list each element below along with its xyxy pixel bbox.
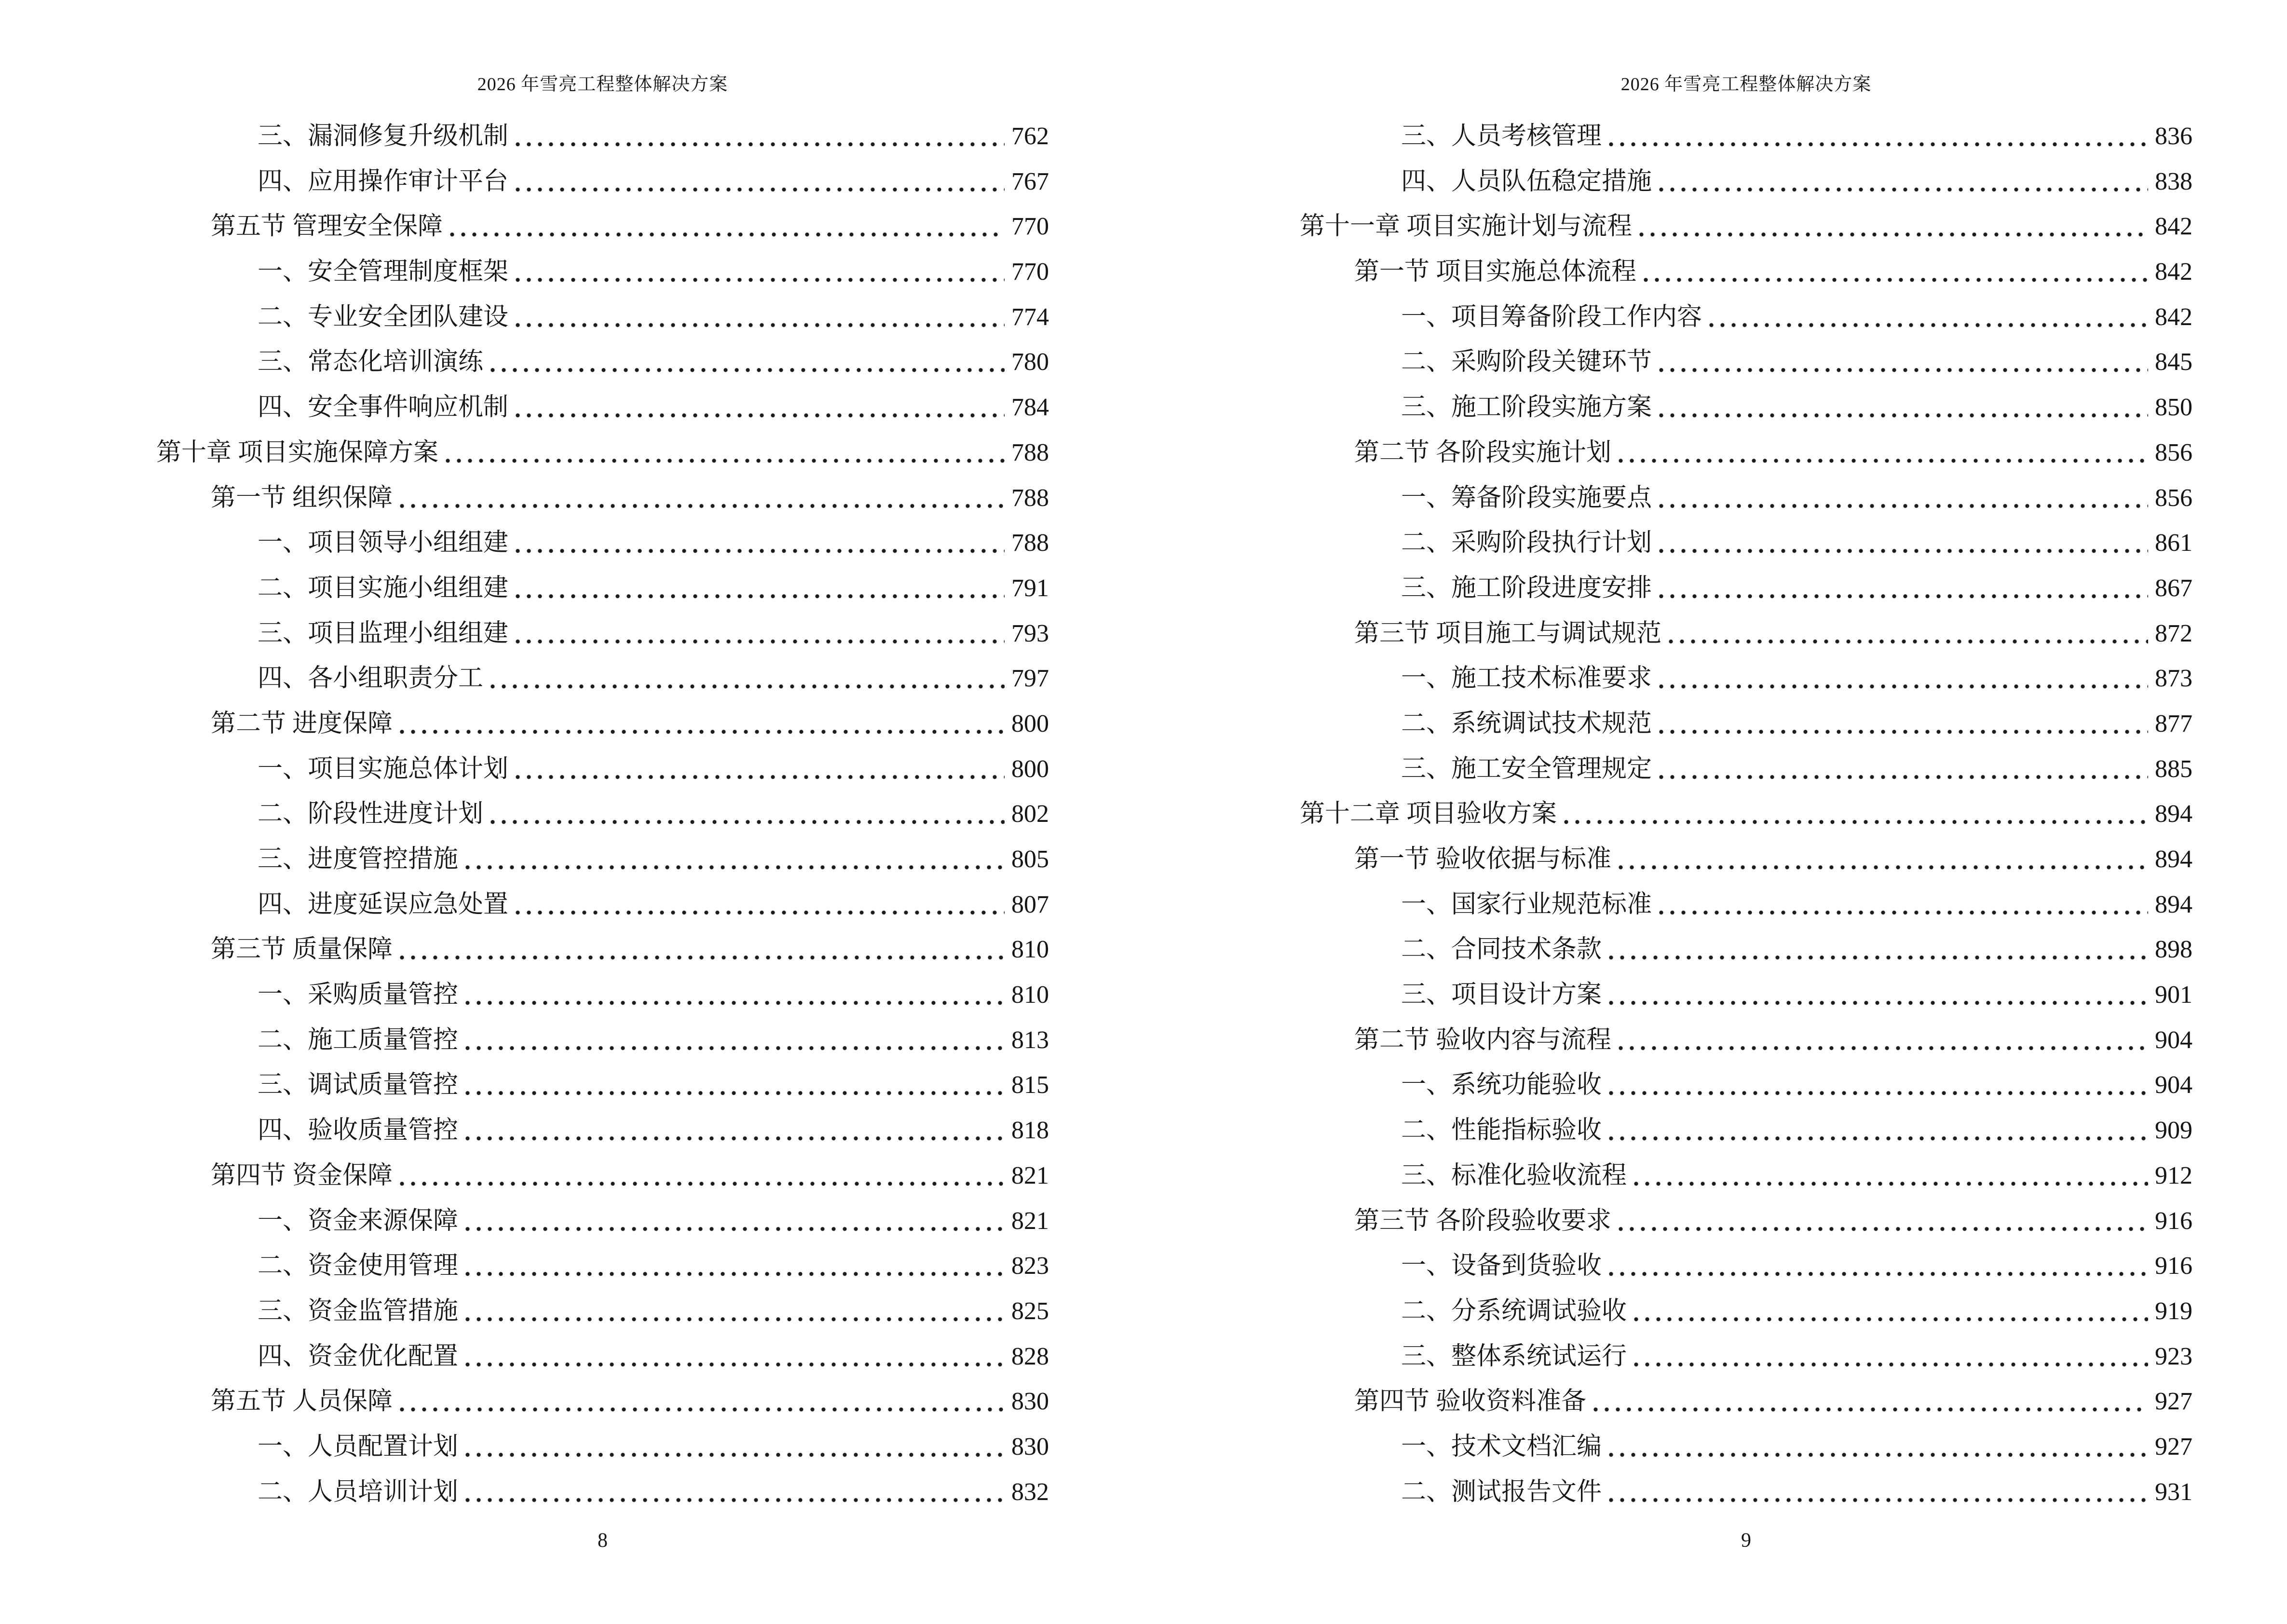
- toc-entry-label: 四、人员队伍稳定措施: [1401, 167, 1652, 195]
- dot-leader: [462, 1243, 1005, 1289]
- toc-entry-page-number: 780: [1011, 348, 1049, 376]
- toc-entry[interactable]: [1300, 1199, 2192, 1244]
- toc-entry-label: 第四节 资金保障: [211, 1161, 393, 1189]
- dot-leader: [462, 1289, 1005, 1334]
- toc-entry[interactable]: [1300, 1424, 2192, 1470]
- dot-leader: [1656, 747, 2148, 792]
- toc-entry[interactable]: [156, 430, 1049, 476]
- dot-leader: [442, 430, 1005, 476]
- dot-leader: [1656, 566, 2148, 611]
- toc-entry-label: 四、资金优化配置: [258, 1342, 459, 1370]
- toc-entry[interactable]: [1300, 837, 2192, 882]
- toc-entry-page-number: 842: [2155, 258, 2192, 286]
- toc-entry-page-number: 828: [1011, 1342, 1049, 1370]
- dot-leader: [1631, 1153, 2148, 1199]
- toc-list: [156, 114, 1049, 1515]
- toc-entry-label: 第三节 各阶段验收要求: [1354, 1207, 1612, 1235]
- toc-entry-label: 二、采购阶段执行计划: [1401, 529, 1652, 557]
- toc-entry-page-number: 797: [1011, 665, 1049, 693]
- page-number-footer: 9: [1741, 1529, 1751, 1552]
- toc-entry-page-number: 825: [1011, 1297, 1049, 1325]
- dot-leader: [1656, 520, 2148, 566]
- toc-entry-label: 第三节 项目施工与调试规范: [1354, 619, 1662, 647]
- toc-entry-label: 一、国家行业规范标准: [1401, 890, 1652, 918]
- toc-entry[interactable]: [1300, 340, 2192, 385]
- toc-entry-label: 四、安全事件响应机制: [258, 394, 509, 422]
- dot-leader: [1606, 1243, 2148, 1289]
- toc-entry-page-number: 800: [1011, 710, 1049, 737]
- toc-entry-page-number: 856: [2155, 438, 2192, 466]
- toc-entry[interactable]: [1300, 927, 2192, 972]
- toc-entry[interactable]: [1300, 656, 2192, 701]
- toc-entry-page-number: 800: [1011, 755, 1049, 783]
- toc-entry-label: 三、漏洞修复升级机制: [258, 123, 509, 150]
- dot-leader: [512, 882, 1005, 928]
- toc-entry-page-number: 842: [2155, 213, 2192, 241]
- toc-entry-page-number: 856: [2155, 484, 2192, 512]
- toc-entry[interactable]: [1300, 1289, 2192, 1334]
- toc-entry-page-number: 923: [2155, 1342, 2192, 1370]
- dot-leader: [1656, 340, 2148, 385]
- dot-leader: [1606, 927, 2148, 972]
- dot-leader: [487, 340, 1005, 385]
- toc-entry-page-number: 842: [2155, 303, 2192, 331]
- toc-entry-label: 一、技术文档汇编: [1401, 1433, 1602, 1460]
- dot-leader: [462, 1108, 1005, 1153]
- toc-entry[interactable]: [1300, 1018, 2192, 1063]
- dot-leader: [1656, 701, 2148, 747]
- toc-entry-page-number: 821: [1011, 1161, 1049, 1189]
- toc-entry[interactable]: [156, 1108, 1049, 1153]
- dot-leader: [396, 927, 1005, 972]
- dot-leader: [512, 114, 1005, 159]
- toc-entry[interactable]: [156, 520, 1049, 566]
- toc-entry[interactable]: [156, 792, 1049, 837]
- toc-entry[interactable]: [156, 882, 1049, 928]
- toc-entry[interactable]: [1300, 566, 2192, 611]
- dot-leader: [447, 204, 1005, 249]
- toc-entry-label: 第十章 项目实施保障方案: [156, 438, 439, 466]
- dot-leader: [1606, 1424, 2148, 1470]
- toc-entry-label: 一、资金来源保障: [258, 1207, 459, 1235]
- toc-entry[interactable]: [1300, 114, 2192, 159]
- toc-entry-label: 一、项目实施总体计划: [258, 755, 509, 783]
- toc-entry-page-number: 838: [2155, 167, 2192, 195]
- dot-leader: [462, 1334, 1005, 1379]
- toc-entry-label: 第一节 验收依据与标准: [1354, 846, 1612, 873]
- toc-entry-page-number: 810: [1011, 936, 1049, 964]
- dot-leader: [1606, 114, 2148, 159]
- toc-entry-label: 三、施工阶段实施方案: [1401, 394, 1652, 422]
- dot-leader: [462, 837, 1005, 882]
- dot-leader: [1615, 1018, 2148, 1063]
- dot-leader: [512, 159, 1005, 205]
- toc-entry-page-number: 861: [2155, 529, 2192, 557]
- toc-entry[interactable]: [156, 204, 1049, 249]
- toc-entry-page-number: 788: [1011, 438, 1049, 466]
- dot-leader: [512, 385, 1005, 430]
- toc-entry[interactable]: [156, 656, 1049, 701]
- toc-entry-page-number: 784: [1011, 394, 1049, 422]
- page-number-footer: 8: [598, 1529, 608, 1552]
- toc-entry[interactable]: [1300, 1108, 2192, 1153]
- toc-entry-page-number: 818: [1011, 1117, 1049, 1145]
- toc-entry[interactable]: [1300, 385, 2192, 430]
- dot-leader: [1615, 1199, 2148, 1244]
- toc-entry-page-number: 901: [2155, 981, 2192, 1009]
- dot-leader: [1631, 1334, 2148, 1379]
- dot-leader: [1656, 882, 2148, 928]
- dot-leader: [1615, 430, 2148, 476]
- toc-entry-page-number: 894: [2155, 846, 2192, 873]
- toc-entry[interactable]: [1300, 1334, 2192, 1379]
- dot-leader: [396, 1153, 1005, 1199]
- dot-leader: [1636, 204, 2148, 249]
- toc-entry[interactable]: [156, 114, 1049, 159]
- toc-entry-label: 四、验收质量管控: [258, 1117, 459, 1145]
- toc-entry[interactable]: [156, 1199, 1049, 1244]
- toc-entry-label: 一、项目筹备阶段工作内容: [1401, 303, 1702, 331]
- toc-entry-page-number: 894: [2155, 890, 2192, 918]
- toc-entry[interactable]: [1300, 972, 2192, 1018]
- toc-entry-label: 四、各小组职责分工: [258, 665, 484, 693]
- dot-leader: [1590, 1379, 2148, 1424]
- toc-entry-label: 一、人员配置计划: [258, 1433, 459, 1460]
- page-header-title: 2026 年雪亮工程整体解决方案: [1620, 74, 1872, 95]
- toc-entry-page-number: 916: [2155, 1207, 2192, 1235]
- toc-entry-page-number: 802: [1011, 800, 1049, 828]
- dot-leader: [1665, 611, 2148, 656]
- toc-entry-page-number: 832: [1011, 1478, 1049, 1506]
- toc-entry-page-number: 770: [1011, 213, 1049, 241]
- toc-entry[interactable]: [156, 249, 1049, 295]
- page-header-title: 2026 年雪亮工程整体解决方案: [477, 74, 728, 95]
- dot-leader: [396, 1379, 1005, 1424]
- dot-leader: [1656, 159, 2148, 205]
- toc-entry-page-number: 788: [1011, 529, 1049, 557]
- toc-entry-page-number: 912: [2155, 1161, 2192, 1189]
- dot-leader: [1656, 385, 2148, 430]
- toc-entry[interactable]: [1300, 792, 2192, 837]
- toc-entry[interactable]: [1300, 611, 2192, 656]
- toc-entry-label: 二、系统调试技术规范: [1401, 710, 1652, 737]
- dot-leader: [1615, 837, 2148, 882]
- toc-entry-label: 第三节 质量保障: [211, 936, 393, 964]
- toc-entry-label: 一、项目领导小组组建: [258, 529, 509, 557]
- toc-entry-label: 三、资金监管措施: [258, 1297, 459, 1325]
- toc-entry-page-number: 774: [1011, 303, 1049, 331]
- toc-entry-page-number: 927: [2155, 1388, 2192, 1416]
- toc-entry[interactable]: [156, 1424, 1049, 1470]
- toc-entry[interactable]: [156, 837, 1049, 882]
- dot-leader: [1706, 295, 2148, 340]
- toc-entry-label: 第五节 人员保障: [211, 1388, 393, 1416]
- toc-entry-page-number: 845: [2155, 348, 2192, 376]
- toc-entry-label: 四、进度延误应急处置: [258, 890, 509, 918]
- toc-entry-page-number: 762: [1011, 123, 1049, 150]
- dot-leader: [1606, 1108, 2148, 1153]
- toc-entry-label: 二、分系统调试验收: [1401, 1297, 1627, 1325]
- toc-entry-page-number: 916: [2155, 1252, 2192, 1280]
- toc-entry[interactable]: [1300, 476, 2192, 521]
- toc-entry[interactable]: [156, 385, 1049, 430]
- toc-entry-page-number: 767: [1011, 167, 1049, 195]
- toc-entry[interactable]: [1300, 1470, 2192, 1515]
- toc-entry[interactable]: [156, 1018, 1049, 1063]
- dot-leader: [512, 611, 1005, 656]
- dot-leader: [487, 656, 1005, 701]
- toc-entry-page-number: 904: [2155, 1026, 2192, 1054]
- toc-entry-page-number: 815: [1011, 1071, 1049, 1099]
- toc-entry-page-number: 877: [2155, 710, 2192, 737]
- toc-entry-label: 三、标准化验收流程: [1401, 1161, 1627, 1189]
- toc-entry[interactable]: [156, 1243, 1049, 1289]
- toc-entry-page-number: 931: [2155, 1478, 2192, 1506]
- dot-leader: [462, 1470, 1005, 1515]
- dot-leader: [512, 520, 1005, 566]
- toc-entry-label: 第二节 进度保障: [211, 710, 393, 737]
- toc-entry-label: 一、施工技术标准要求: [1401, 665, 1652, 693]
- toc-entry[interactable]: [1300, 159, 2192, 205]
- toc-entry-label: 三、常态化培训演练: [258, 348, 484, 376]
- toc-entry-label: 三、人员考核管理: [1401, 123, 1602, 150]
- toc-entry[interactable]: [156, 972, 1049, 1018]
- toc-entry-label: 三、施工安全管理规定: [1401, 755, 1652, 783]
- toc-entry-label: 第一节 组织保障: [211, 484, 393, 512]
- toc-entry-page-number: 894: [2155, 800, 2192, 828]
- dot-leader: [512, 566, 1005, 611]
- dot-leader: [1631, 1289, 2148, 1334]
- toc-entry-label: 二、项目实施小组组建: [258, 574, 509, 602]
- dot-leader: [1606, 1470, 2148, 1515]
- dot-leader: [462, 972, 1005, 1018]
- dot-leader: [396, 701, 1005, 747]
- toc-entry-page-number: 810: [1011, 981, 1049, 1009]
- toc-entry-label: 二、施工质量管控: [258, 1026, 459, 1054]
- dot-leader: [1656, 476, 2148, 521]
- toc-entry-label: 三、项目设计方案: [1401, 981, 1602, 1009]
- toc-entry-label: 二、人员培训计划: [258, 1478, 459, 1506]
- toc-entry-page-number: 788: [1011, 484, 1049, 512]
- toc-entry[interactable]: [156, 476, 1049, 521]
- dot-leader: [1561, 792, 2148, 837]
- toc-entry-label: 第二节 各阶段实施计划: [1354, 438, 1612, 466]
- toc-entry[interactable]: [1300, 1379, 2192, 1424]
- dot-leader: [512, 295, 1005, 340]
- toc-entry-label: 一、筹备阶段实施要点: [1401, 484, 1652, 512]
- toc-list: [1300, 114, 2192, 1515]
- dot-leader: [1656, 656, 2148, 701]
- toc-entry[interactable]: [1300, 249, 2192, 295]
- dot-leader: [487, 792, 1005, 837]
- toc-entry[interactable]: [156, 1379, 1049, 1424]
- toc-entry-label: 二、阶段性进度计划: [258, 800, 484, 828]
- dot-leader: [462, 1063, 1005, 1108]
- dot-leader: [1606, 972, 2148, 1018]
- toc-entry[interactable]: [156, 566, 1049, 611]
- toc-entry-page-number: 904: [2155, 1071, 2192, 1099]
- toc-entry-page-number: 872: [2155, 619, 2192, 647]
- dot-leader: [462, 1199, 1005, 1244]
- toc-entry-label: 四、应用操作审计平台: [258, 167, 509, 195]
- toc-entry-label: 一、采购质量管控: [258, 981, 459, 1009]
- toc-entry-label: 第二节 验收内容与流程: [1354, 1026, 1612, 1054]
- toc-entry[interactable]: [1300, 204, 2192, 249]
- toc-entry[interactable]: [1300, 1063, 2192, 1108]
- toc-entry-label: 二、合同技术条款: [1401, 936, 1602, 964]
- toc-entry-label: 第十二章 项目验收方案: [1300, 800, 1557, 828]
- toc-entry[interactable]: [156, 1470, 1049, 1515]
- toc-entry-label: 三、整体系统试运行: [1401, 1342, 1627, 1370]
- dot-leader: [512, 249, 1005, 295]
- toc-entry-label: 三、施工阶段进度安排: [1401, 574, 1652, 602]
- toc-entry-page-number: 830: [1011, 1433, 1049, 1460]
- dot-leader: [1606, 1063, 2148, 1108]
- dot-leader: [1640, 249, 2148, 295]
- toc-entry-page-number: 823: [1011, 1252, 1049, 1280]
- toc-entry[interactable]: [156, 159, 1049, 205]
- toc-entry-page-number: 850: [2155, 394, 2192, 422]
- toc-entry-label: 三、进度管控措施: [258, 846, 459, 873]
- toc-entry-label: 三、项目监理小组组建: [258, 619, 509, 647]
- toc-entry[interactable]: [156, 611, 1049, 656]
- toc-entry-page-number: 898: [2155, 936, 2192, 964]
- toc-entry-page-number: 807: [1011, 890, 1049, 918]
- toc-entry-label: 二、性能指标验收: [1401, 1117, 1602, 1145]
- toc-entry-label: 三、调试质量管控: [258, 1071, 459, 1099]
- toc-entry[interactable]: [156, 1063, 1049, 1108]
- toc-entry-page-number: 885: [2155, 755, 2192, 783]
- toc-entry-page-number: 867: [2155, 574, 2192, 602]
- toc-entry[interactable]: [156, 701, 1049, 747]
- toc-entry[interactable]: [1300, 1153, 2192, 1199]
- toc-entry-label: 二、采购阶段关键环节: [1401, 348, 1652, 376]
- toc-entry-label: 二、测试报告文件: [1401, 1478, 1602, 1506]
- dot-leader: [462, 1018, 1005, 1063]
- toc-entry-label: 第十一章 项目实施计划与流程: [1300, 213, 1633, 241]
- toc-entry-label: 第四节 验收资料准备: [1354, 1388, 1587, 1416]
- dot-leader: [512, 747, 1005, 792]
- toc-entry-page-number: 821: [1011, 1207, 1049, 1235]
- toc-entry-label: 一、安全管理制度框架: [258, 258, 509, 286]
- toc-entry-label: 一、设备到货验收: [1401, 1252, 1602, 1280]
- toc-entry-page-number: 791: [1011, 574, 1049, 602]
- toc-entry[interactable]: [156, 340, 1049, 385]
- toc-entry-page-number: 919: [2155, 1297, 2192, 1325]
- toc-entry[interactable]: [156, 1334, 1049, 1379]
- toc-entry-label: 二、资金使用管理: [258, 1252, 459, 1280]
- dot-leader: [462, 1424, 1005, 1470]
- toc-entry-page-number: 830: [1011, 1388, 1049, 1416]
- toc-entry[interactable]: [1300, 430, 2192, 476]
- toc-entry-page-number: 909: [2155, 1117, 2192, 1145]
- toc-entry[interactable]: [1300, 701, 2192, 747]
- toc-entry[interactable]: [1300, 520, 2192, 566]
- toc-entry[interactable]: [156, 747, 1049, 792]
- toc-page-right: [1144, 0, 2287, 1624]
- toc-entry-page-number: 770: [1011, 258, 1049, 286]
- toc-entry-page-number: 793: [1011, 619, 1049, 647]
- dot-leader: [396, 476, 1005, 521]
- toc-entry-page-number: 813: [1011, 1026, 1049, 1054]
- toc-entry[interactable]: [1300, 882, 2192, 928]
- toc-entry[interactable]: [156, 295, 1049, 340]
- toc-entry-page-number: 836: [2155, 123, 2192, 150]
- toc-entry[interactable]: [1300, 295, 2192, 340]
- toc-entry[interactable]: [1300, 747, 2192, 792]
- toc-entry-label: 第五节 管理安全保障: [211, 213, 443, 241]
- toc-entry[interactable]: [1300, 1243, 2192, 1289]
- toc-entry-page-number: 805: [1011, 846, 1049, 873]
- toc-entry-page-number: 873: [2155, 665, 2192, 693]
- toc-entry-label: 第一节 项目实施总体流程: [1354, 258, 1637, 286]
- toc-entry[interactable]: [156, 1153, 1049, 1199]
- toc-entry-label: 一、系统功能验收: [1401, 1071, 1602, 1099]
- toc-entry[interactable]: [156, 1289, 1049, 1334]
- toc-entry-page-number: 927: [2155, 1433, 2192, 1460]
- toc-entry-label: 二、专业安全团队建设: [258, 303, 509, 331]
- toc-entry[interactable]: [156, 927, 1049, 972]
